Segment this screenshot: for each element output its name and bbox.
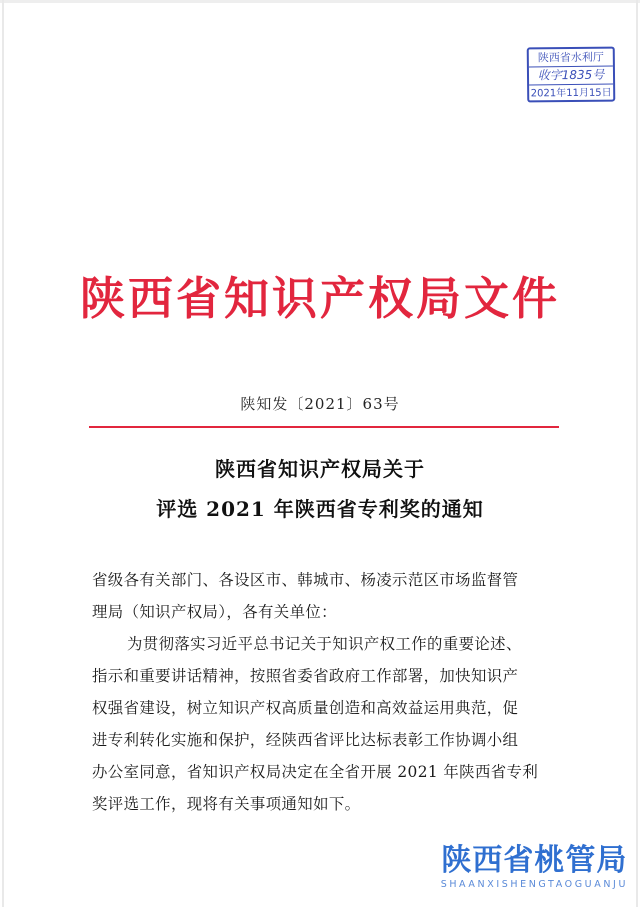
document-number: 陕知发〔2021〕63号 <box>240 395 400 413</box>
body-line: 为贯彻落实习近平总书记关于知识产权工作的重要论述、 <box>127 635 522 653</box>
stamp-receipt-number: 收字1835号 <box>529 66 613 85</box>
notice-title-line-2: 评选 2021 年陕西省专利奖的通知 <box>156 497 484 521</box>
body-line: 奖评选工作，现将有关事项通知如下。 <box>92 795 361 813</box>
body-line: 权强省建设，树立知识产权高质量创造和高效益运用典范，促 <box>92 699 519 717</box>
body-line: 指示和重要讲话精神，按照省委省政府工作部署，加快知识产 <box>92 667 519 685</box>
watermark-sub: SHAANXISHENGTAOGUANJU <box>440 879 628 890</box>
notice-body <box>92 564 562 820</box>
body-line: 进专利转化实施和保护，经陕西省评比达标表彰工作协调小组 <box>92 731 519 749</box>
body-line: 理局（知识产权局），各有关单位： <box>92 603 337 621</box>
notice-title-line-1: 陕西省知识产权局关于 <box>215 457 425 481</box>
header-divider <box>89 426 559 428</box>
stamp-org: 陕西省水利厅 <box>537 50 604 65</box>
watermark-main: 陕西省桃管局 <box>441 843 628 878</box>
receipt-stamp <box>527 47 616 103</box>
document-header-title: 陕西省知识产权局文件 <box>79 272 560 325</box>
body-line: 办公室同意，省知识产权局决定在全省开展 2021 年陕西省专利 <box>92 763 539 781</box>
stamp-date: 2021年11月15日 <box>529 84 613 103</box>
page-top-edge <box>0 0 640 3</box>
watermark-logo <box>441 843 628 891</box>
body-line: 省级各有关部门、各设区市、韩城市、杨凌示范区市场监督管 <box>92 571 519 589</box>
